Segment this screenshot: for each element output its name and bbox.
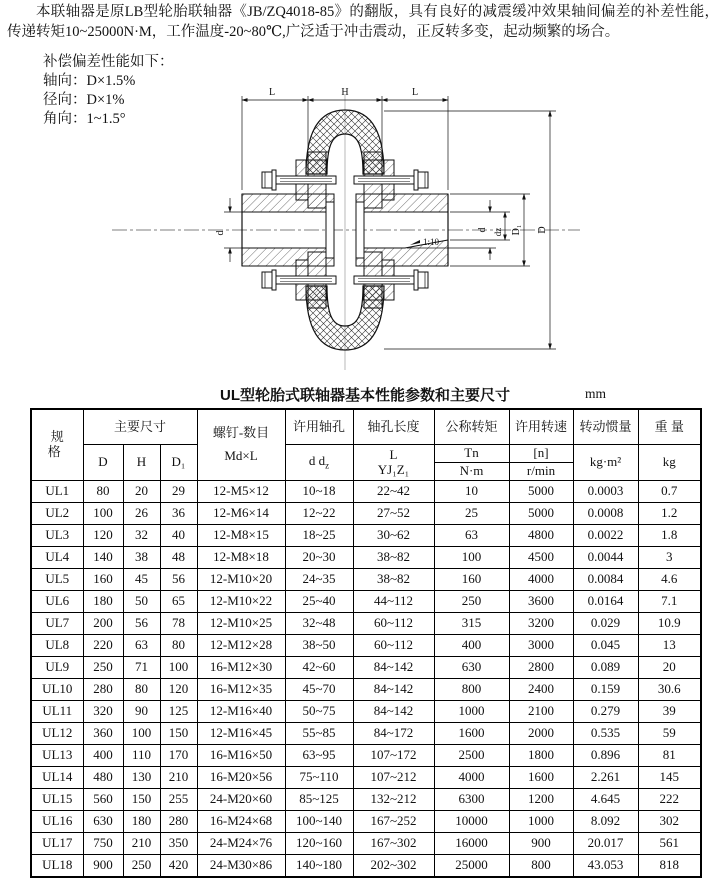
- cell-bore-range: 24~35: [285, 569, 353, 591]
- cell-bore-range: 38~50: [285, 635, 353, 657]
- cell-bore-range: 63~95: [285, 745, 353, 767]
- cell-d: 100: [83, 503, 123, 525]
- cell-torque: 100: [434, 547, 509, 569]
- cell-screws: 16-M12×30: [197, 657, 285, 679]
- cell-spec: UL5: [31, 569, 83, 591]
- cell-d: 360: [83, 723, 123, 745]
- cell-inertia: 0.0008: [573, 503, 638, 525]
- cell-torque: 10: [434, 481, 509, 503]
- cell-d1: 36: [160, 503, 197, 525]
- cell-screws: 12-M5×12: [197, 481, 285, 503]
- cell-spec: UL13: [31, 745, 83, 767]
- header-col-d: D: [83, 445, 123, 481]
- cell-d1: 350: [160, 833, 197, 855]
- cell-h: 63: [123, 635, 160, 657]
- cell-d1: 150: [160, 723, 197, 745]
- cell-torque: 800: [434, 679, 509, 701]
- cell-screws: 12-M16×40: [197, 701, 285, 723]
- cell-spec: UL9: [31, 657, 83, 679]
- cell-spec: UL3: [31, 525, 83, 547]
- cell-bore-range: 12~22: [285, 503, 353, 525]
- cell-bore-range: 55~85: [285, 723, 353, 745]
- cell-torque: 2500: [434, 745, 509, 767]
- cell-speed: 2000: [509, 723, 573, 745]
- cell-screws: 16-M24×68: [197, 811, 285, 833]
- cell-d1: 420: [160, 855, 197, 878]
- header-bore-length: 轴孔长度: [353, 409, 434, 445]
- dim-label-l-right: L: [411, 87, 419, 98]
- cell-d: 120: [83, 525, 123, 547]
- cell-speed: 3600: [509, 591, 573, 613]
- cell-torque: 10000: [434, 811, 509, 833]
- cell-weight: 7.1: [638, 591, 701, 613]
- cell-d1: 80: [160, 635, 197, 657]
- cell-bore-range: 75~110: [285, 767, 353, 789]
- header-bore: 许用轴孔: [285, 409, 353, 445]
- cell-bore-range: 45~70: [285, 679, 353, 701]
- cell-speed: 3000: [509, 635, 573, 657]
- cell-torque: 160: [434, 569, 509, 591]
- cell-torque: 4000: [434, 767, 509, 789]
- dim-label-l-left: L: [268, 87, 276, 98]
- cell-weight: 561: [638, 833, 701, 855]
- cell-torque: 250: [434, 591, 509, 613]
- cell-torque: 6300: [434, 789, 509, 811]
- cell-h: 250: [123, 855, 160, 878]
- cell-bore-range: 120~160: [285, 833, 353, 855]
- cell-inertia: 4.645: [573, 789, 638, 811]
- cell-spec: UL1: [31, 481, 83, 503]
- cell-d1: 40: [160, 525, 197, 547]
- cell-spec: UL11: [31, 701, 83, 723]
- dim-label-d-right: d: [477, 227, 488, 233]
- header-col-d1: D₁: [160, 445, 197, 481]
- cell-d: 220: [83, 635, 123, 657]
- cell-bore-range: 25~40: [285, 591, 353, 613]
- cell-h: 210: [123, 833, 160, 855]
- cell-speed: 1000: [509, 811, 573, 833]
- cell-bore-length-range: 22~42: [353, 481, 434, 503]
- cell-screws: 24-M20×60: [197, 789, 285, 811]
- cell-bore-length-range: 202~302: [353, 855, 434, 878]
- cell-screws: 12-M10×22: [197, 591, 285, 613]
- cell-bore-length-range: 84~142: [353, 679, 434, 701]
- cell-torque: 630: [434, 657, 509, 679]
- cell-weight: 222: [638, 789, 701, 811]
- cell-bore-range: 20~30: [285, 547, 353, 569]
- cell-bore-length-range: 167~252: [353, 811, 434, 833]
- cell-d: 900: [83, 855, 123, 878]
- cell-inertia: 8.092: [573, 811, 638, 833]
- cell-d: 140: [83, 547, 123, 569]
- cell-d: 480: [83, 767, 123, 789]
- cell-h: 38: [123, 547, 160, 569]
- cell-bore-length-range: 44~112: [353, 591, 434, 613]
- table-row: [31, 745, 701, 767]
- dim-label-d-outer: D: [537, 226, 548, 234]
- cell-bore-length-range: 60~112: [353, 635, 434, 657]
- cell-bore-length-range: 84~142: [353, 657, 434, 679]
- header-col-h: H: [123, 445, 160, 481]
- cell-h: 45: [123, 569, 160, 591]
- cell-bore-length-range: 167~302: [353, 833, 434, 855]
- cell-weight: 59: [638, 723, 701, 745]
- cell-d1: 65: [160, 591, 197, 613]
- table-title-row: [30, 384, 700, 404]
- cell-weight: 30.6: [638, 679, 701, 701]
- cell-screws: 24-M24×76: [197, 833, 285, 855]
- cell-bore-range: 50~75: [285, 701, 353, 723]
- cell-inertia: 0.0164: [573, 591, 638, 613]
- cell-bore-range: 85~125: [285, 789, 353, 811]
- cell-h: 90: [123, 701, 160, 723]
- cell-spec: UL18: [31, 855, 83, 878]
- table-row: [31, 701, 701, 723]
- cell-bore-range: 32~48: [285, 613, 353, 635]
- cell-bore-length-range: 38~82: [353, 569, 434, 591]
- cell-torque: 1000: [434, 701, 509, 723]
- cell-screws: 12-M6×14: [197, 503, 285, 525]
- cell-screws: 12-M16×45: [197, 723, 285, 745]
- header-bore-length-sym: L YJ₁Z₁: [353, 445, 434, 481]
- cell-d: 250: [83, 657, 123, 679]
- header-screws: 螺钉-数目 Md×L: [197, 409, 285, 481]
- cell-weight: 20: [638, 657, 701, 679]
- cell-speed: 3200: [509, 613, 573, 635]
- cell-speed: 4800: [509, 525, 573, 547]
- table-row: [31, 591, 701, 613]
- cell-weight: 81: [638, 745, 701, 767]
- cell-speed: 1200: [509, 789, 573, 811]
- header-inertia: 转动惯量: [573, 409, 638, 445]
- cell-inertia: 20.017: [573, 833, 638, 855]
- inner-ring-left: [326, 202, 334, 258]
- cell-d: 200: [83, 613, 123, 635]
- cell-h: 100: [123, 723, 160, 745]
- cell-torque: 315: [434, 613, 509, 635]
- cell-bore-length-range: 107~212: [353, 767, 434, 789]
- cell-weight: 302: [638, 811, 701, 833]
- cell-d: 630: [83, 811, 123, 833]
- cell-h: 71: [123, 657, 160, 679]
- cell-screws: 12-M8×18: [197, 547, 285, 569]
- cell-inertia: 0.0044: [573, 547, 638, 569]
- header-bore-sym: d $d_z$: [285, 445, 353, 481]
- cell-spec: UL8: [31, 635, 83, 657]
- cell-inertia: 0.279: [573, 701, 638, 723]
- cell-h: 130: [123, 767, 160, 789]
- table-row: [31, 723, 701, 745]
- cell-weight: 10.9: [638, 613, 701, 635]
- cell-h: 80: [123, 679, 160, 701]
- cell-bore-range: 10~18: [285, 481, 353, 503]
- cell-weight: 1.2: [638, 503, 701, 525]
- taper-label: 1:10: [423, 237, 440, 247]
- header-weight: 重 量: [638, 409, 701, 445]
- cell-weight: 3: [638, 547, 701, 569]
- table-row: [31, 503, 701, 525]
- spec-axial: 轴向：D×1.5%: [43, 73, 136, 89]
- cell-speed: 4000: [509, 569, 573, 591]
- cell-weight: 145: [638, 767, 701, 789]
- header-speed-sym: [n]: [509, 445, 573, 463]
- cell-bore-length-range: 30~62: [353, 525, 434, 547]
- cell-weight: 0.7: [638, 481, 701, 503]
- cell-speed: 1600: [509, 767, 573, 789]
- table-row: [31, 613, 701, 635]
- cell-d1: 29: [160, 481, 197, 503]
- cell-weight: 818: [638, 855, 701, 878]
- table-row: [31, 481, 701, 503]
- cell-h: 50: [123, 591, 160, 613]
- cell-torque: 25: [434, 503, 509, 525]
- cell-h: 20: [123, 481, 160, 503]
- table-row: [31, 767, 701, 789]
- cell-torque: 63: [434, 525, 509, 547]
- cell-d: 320: [83, 701, 123, 723]
- cell-spec: UL16: [31, 811, 83, 833]
- cell-h: 110: [123, 745, 160, 767]
- cell-inertia: 0.159: [573, 679, 638, 701]
- cell-torque: 400: [434, 635, 509, 657]
- cell-d1: 125: [160, 701, 197, 723]
- taper-arrow: [410, 240, 420, 245]
- table-row: [31, 855, 701, 878]
- cell-screws: 24-M30×86: [197, 855, 285, 878]
- cell-weight: 13: [638, 635, 701, 657]
- cell-bore-length-range: 84~142: [353, 701, 434, 723]
- cell-screws: 16-M20×56: [197, 767, 285, 789]
- cell-speed: 800: [509, 855, 573, 878]
- cell-inertia: 0.896: [573, 745, 638, 767]
- cell-bore-length-range: 84~172: [353, 723, 434, 745]
- cell-inertia: 0.029: [573, 613, 638, 635]
- cell-inertia: 0.089: [573, 657, 638, 679]
- header-weight-unit: kg: [638, 445, 701, 481]
- cell-inertia: 0.535: [573, 723, 638, 745]
- table-row: [31, 657, 701, 679]
- cell-d1: 255: [160, 789, 197, 811]
- header-speed: 许用转速: [509, 409, 573, 445]
- cell-speed: 900: [509, 833, 573, 855]
- cell-inertia: 0.0084: [573, 569, 638, 591]
- header-spec: 规 格: [31, 409, 83, 481]
- header-speed-unit: r/min: [509, 463, 573, 481]
- cell-torque: 25000: [434, 855, 509, 878]
- cell-torque: 16000: [434, 833, 509, 855]
- cell-speed: 2800: [509, 657, 573, 679]
- cell-speed: 4500: [509, 547, 573, 569]
- cell-weight: 39: [638, 701, 701, 723]
- cell-inertia: 0.0022: [573, 525, 638, 547]
- cell-h: 180: [123, 811, 160, 833]
- cell-speed: 5000: [509, 503, 573, 525]
- inner-ring-right: [356, 202, 364, 258]
- cell-screws: 16-M16×50: [197, 745, 285, 767]
- cell-d1: 100: [160, 657, 197, 679]
- parameters-table: [30, 408, 702, 878]
- coupling-section-drawing: [110, 82, 582, 382]
- cell-d1: 48: [160, 547, 197, 569]
- cell-inertia: 0.045: [573, 635, 638, 657]
- cell-torque: 1600: [434, 723, 509, 745]
- cell-weight: 1.8: [638, 525, 701, 547]
- header-main-dims: 主要尺寸: [83, 409, 197, 445]
- compensation-heading: 补偿偏差性能如下：: [43, 54, 174, 70]
- cell-inertia: 2.261: [573, 767, 638, 789]
- cell-screws: 12-M10×25: [197, 613, 285, 635]
- table-title: UL型轮胎式联轴器基本性能参数和主要尺寸: [220, 387, 510, 404]
- cell-speed: 1800: [509, 745, 573, 767]
- cell-bore-range: 42~60: [285, 657, 353, 679]
- cell-d: 160: [83, 569, 123, 591]
- intro-paragraph: 本联轴器是原LB型轮胎联轴器《JB/ZQ4018-85》的翻版，具有良好的减震缓冲效果轴间偏差的补差性能，传递转矩10~25000N·M，工作温度-20~80℃,广泛适于冲击震动，正反转多变，起动频繁的场合。: [7, 4, 719, 40]
- cell-h: 150: [123, 789, 160, 811]
- cell-spec: UL6: [31, 591, 83, 613]
- dim-label-dz: dz: [493, 227, 503, 237]
- header-torque-unit: N·m: [434, 463, 509, 481]
- table-row: [31, 525, 701, 547]
- spec-angular: 角向：1~1.5°: [43, 111, 126, 127]
- cell-spec: UL15: [31, 789, 83, 811]
- table-row: [31, 569, 701, 591]
- cell-screws: 12-M8×15: [197, 525, 285, 547]
- table-row: [31, 635, 701, 657]
- dim-label-h: H: [341, 87, 349, 98]
- cell-h: 32: [123, 525, 160, 547]
- cell-bore-range: 100~140: [285, 811, 353, 833]
- table-row: [31, 789, 701, 811]
- cell-spec: UL7: [31, 613, 83, 635]
- table-body: [31, 481, 701, 878]
- cell-spec: UL14: [31, 767, 83, 789]
- cell-d1: 170: [160, 745, 197, 767]
- header-inertia-unit: kg·m²: [573, 445, 638, 481]
- cell-d1: 56: [160, 569, 197, 591]
- header-torque: 公称转矩: [434, 409, 509, 445]
- cell-h: 26: [123, 503, 160, 525]
- table-row: [31, 547, 701, 569]
- dim-label-d1: D₁: [511, 224, 522, 236]
- cell-d: 280: [83, 679, 123, 701]
- cell-spec: UL12: [31, 723, 83, 745]
- cell-d1: 280: [160, 811, 197, 833]
- cell-spec: UL4: [31, 547, 83, 569]
- cell-h: 56: [123, 613, 160, 635]
- spec-radial: 径向：D×1%: [43, 92, 125, 108]
- cell-bore-length-range: 38~82: [353, 547, 434, 569]
- cell-bore-length-range: 60~112: [353, 613, 434, 635]
- cell-spec: UL17: [31, 833, 83, 855]
- table-unit: mm: [585, 386, 607, 401]
- cell-screws: 12-M10×20: [197, 569, 285, 591]
- cell-d: 560: [83, 789, 123, 811]
- table-row: [31, 833, 701, 855]
- cell-speed: 2400: [509, 679, 573, 701]
- cell-bore-length-range: 107~172: [353, 745, 434, 767]
- cell-inertia: 43.053: [573, 855, 638, 878]
- cell-weight: 4.6: [638, 569, 701, 591]
- cell-d: 80: [83, 481, 123, 503]
- cell-speed: 2100: [509, 701, 573, 723]
- table-row: [31, 811, 701, 833]
- dim-label-d-left: d: [215, 230, 226, 236]
- table-row: [31, 679, 701, 701]
- cell-d1: 78: [160, 613, 197, 635]
- cell-screws: 12-M12×28: [197, 635, 285, 657]
- cell-bore-length-range: 132~212: [353, 789, 434, 811]
- cell-bore-length-range: 27~52: [353, 503, 434, 525]
- cell-bore-range: 18~25: [285, 525, 353, 547]
- cell-d1: 120: [160, 679, 197, 701]
- cell-spec: UL10: [31, 679, 83, 701]
- cell-spec: UL2: [31, 503, 83, 525]
- cell-speed: 5000: [509, 481, 573, 503]
- cell-screws: 16-M12×35: [197, 679, 285, 701]
- cell-d1: 210: [160, 767, 197, 789]
- cell-d: 400: [83, 745, 123, 767]
- cell-d: 180: [83, 591, 123, 613]
- cell-bore-range: 140~180: [285, 855, 353, 878]
- header-torque-sym: Tn: [434, 445, 509, 463]
- cell-inertia: 0.0003: [573, 481, 638, 503]
- cell-d: 750: [83, 833, 123, 855]
